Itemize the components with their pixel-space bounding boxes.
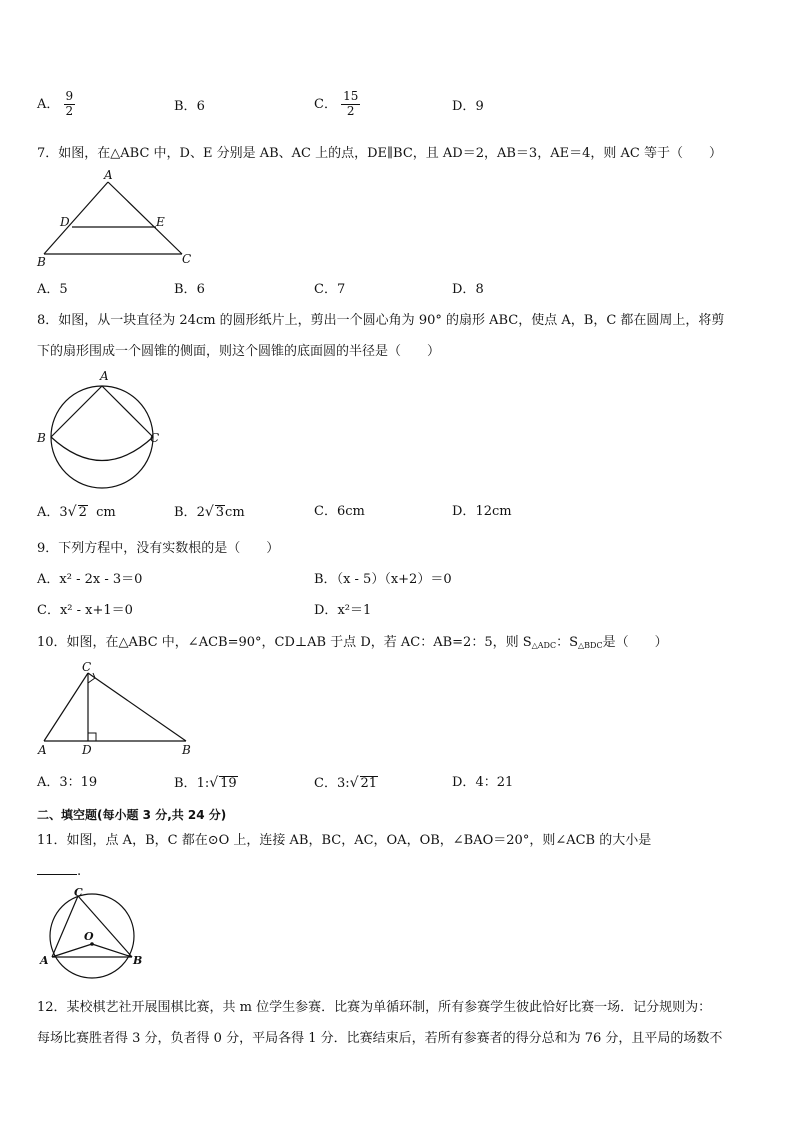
q6-option-c: C． $\frac{15}{2}$ <box>314 89 359 118</box>
q7-side-ac <box>108 182 182 254</box>
q6-option-c-fraction: $\frac{15}{2}$ <box>343 89 359 118</box>
q7-option-a: A．5 <box>37 282 68 297</box>
q8-option-c: C．6cm <box>314 504 365 519</box>
q8-sector-figure <box>34 366 169 491</box>
q8-stem-line2: 下的扇形围成一个圆锥的侧面，则这个圆锥的底面圆的半径是（ ） <box>37 344 441 359</box>
q10-right-triangle-figure <box>36 659 196 759</box>
q8-radius-ac <box>102 386 153 437</box>
q10-option-d: D．4：21 <box>452 775 514 790</box>
q6-option-a: A． $\frac{9}{2}$ <box>37 89 74 118</box>
section-fill-in-title: 二、填空题(每小题 3 分,共 24 分) <box>37 808 227 822</box>
q10-right-angle-d <box>88 733 96 741</box>
q7-label-e: E <box>156 215 165 229</box>
q9-option-b: B．（x - 5）（x+2）＝0 <box>314 572 452 587</box>
q11-chord-ca <box>52 896 78 957</box>
q9-option-c: C．x² - x+1＝0 <box>37 603 133 618</box>
q12-line2: 每场比赛胜者得 3 分，负者得 0 分，平局各得 1 分．比赛结束后，若所有参赛者的得分总和为 76 分，且平局的场数不 <box>37 1031 723 1046</box>
q8-option-d: D．12cm <box>452 504 512 519</box>
q10-option-b: B．1:√ 19 <box>174 775 237 791</box>
q7-side-ab <box>44 182 108 254</box>
q10-right-angle-c <box>88 673 95 683</box>
q10-side-cb <box>88 673 186 741</box>
q7-triangle-figure <box>30 168 200 268</box>
q10-option-c: C．3:√ 21 <box>314 775 378 791</box>
q10-side-ac <box>44 673 88 741</box>
q11-circle-figure <box>36 886 151 986</box>
q9-option-d: D．x²＝1 <box>314 603 372 618</box>
q10-option-a: A．3：19 <box>37 775 98 790</box>
q11-radius-oa <box>52 944 92 957</box>
q8-arc-bc <box>51 437 153 461</box>
q8-label-b: B <box>37 431 46 445</box>
q10-label-c: C <box>82 660 92 674</box>
q9-option-a: A．x² - 2x - 3＝0 <box>37 572 143 587</box>
q7-label-b: B <box>37 255 46 268</box>
q7-option-d: D．8 <box>452 282 484 297</box>
q7-label-a: A <box>104 168 113 182</box>
q11-label-b: B <box>133 954 143 967</box>
q10-stem: 10．如图，在△ABC 中，∠ACB=90°，CD⊥AB 于点 D，若 AC：AB=2：5，则 $S_{\triangle ADC}$：$S_{\triangle BDC}$是（ ） <box>37 635 668 650</box>
q8-option-a: A．3√ 2 cm <box>37 504 116 520</box>
q9-stem: 9．下列方程中，没有实数根的是（ ） <box>37 541 280 556</box>
q8-option-b: B．2√ 3cm <box>174 504 245 520</box>
q8-label-a: A <box>100 369 109 383</box>
q10-label-d: D <box>82 743 92 757</box>
q7-option-b: B．6 <box>174 282 205 297</box>
q7-stem: 7．如图，在△ABC 中，D、E 分别是 AB、AC 上的点，DE∥BC，且 AD＝2，AB＝3，AE＝4，则 AC 等于（ ） <box>37 146 722 161</box>
q10-label-b: B <box>182 743 191 757</box>
q7-label-d: D <box>60 215 70 229</box>
q11-label-a: A <box>40 954 49 967</box>
q6-option-d: D．9 <box>452 99 484 114</box>
q10-label-a: A <box>38 743 47 757</box>
q11-answer-blank: . <box>37 864 81 880</box>
q11-label-o: O <box>84 930 94 943</box>
q8-label-c: C <box>150 431 160 445</box>
q7-option-c: C．7 <box>314 282 346 297</box>
q11-label-c: C <box>74 886 83 899</box>
q11-stem: 11．如图，点 A，B，C 都在⊙O 上，连接 AB，BC，AC，OA，OB，∠BAO＝20°，则∠ACB 的大小是 <box>37 833 652 848</box>
q12-line1: 12．某校棋艺社开展围棋比赛，共 m 位学生参赛．比赛为单循环制，所有参赛学生彼此恰好比赛一场．记分规则为： <box>37 1000 712 1015</box>
q8-radius-ab <box>51 386 102 437</box>
q8-circle <box>51 386 153 488</box>
q8-stem-line1: 8．如图，从一块直径为 24cm 的圆形纸片上，剪出一个圆心角为 90° 的扇形 ABC，使点 A，B，C 都在圆周上，将剪 <box>37 313 725 328</box>
q6-option-b: B．6 <box>174 99 205 114</box>
q6-option-a-fraction: $\frac{9}{2}$ <box>65 89 74 118</box>
q7-label-c: C <box>182 252 192 266</box>
